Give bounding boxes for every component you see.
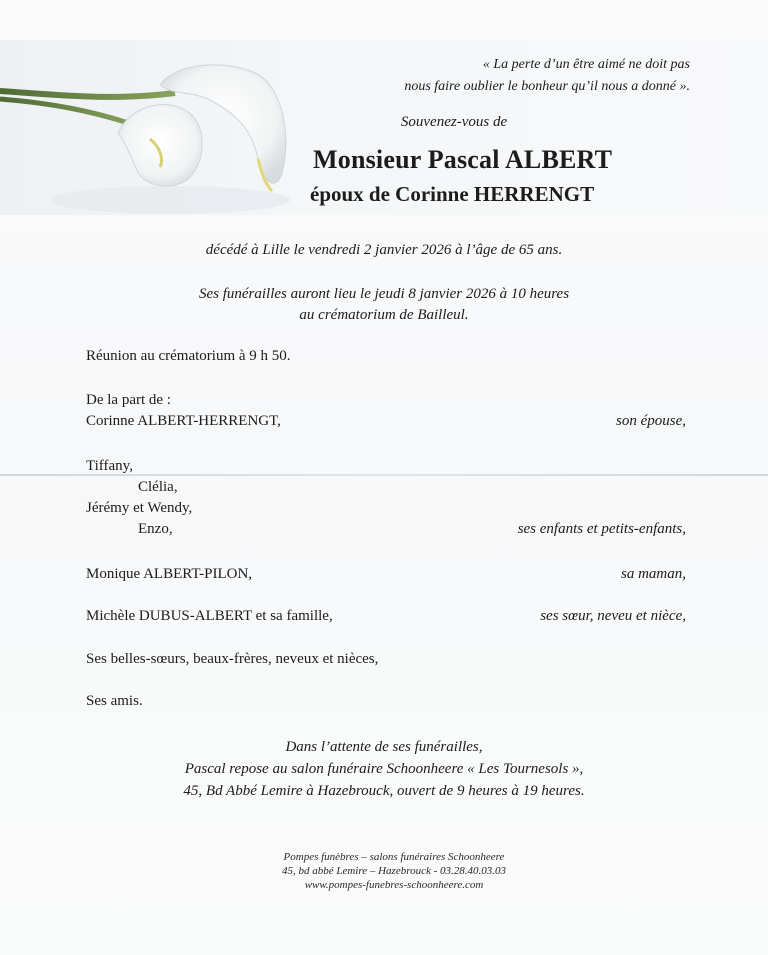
sister-name: Michèle DUBUS-ALBERT et sa famille, <box>86 608 333 624</box>
mother-relation: sa maman, <box>620 566 686 582</box>
intro-text: Souvenez-vous de <box>400 114 508 130</box>
funeral-info <box>0 284 768 326</box>
in-laws: Ses belles-sœurs, beaux-frères, neveux et nièces, <box>86 651 379 667</box>
child-jeremy-wendy: Jérémy et Wendy, <box>86 500 193 516</box>
deceased-spouse: époux de Corinne HERRENGT <box>310 182 595 206</box>
sister-relation: ses sœur, neveu et nièce, <box>540 608 686 624</box>
funeral-line-1: Ses funérailles auront lieu le jeudi 8 janvier 2026 à 10 heures <box>198 286 570 302</box>
deceased-name: Monsieur Pascal ALBERT <box>313 145 613 174</box>
mother-name: Monique ALBERT-PILON, <box>86 566 253 582</box>
child-tiffany: Tiffany, <box>86 458 133 474</box>
footer-line-2: 45, bd abbé Lemire – Hazebrouck - 03.28.40.03.03 <box>281 865 507 877</box>
friends: Ses amis. <box>86 693 143 709</box>
footer-line-1: Pompes funèbres – salons funéraires Schoonheere <box>283 851 505 863</box>
death-notice: décédé à Lille le vendredi 2 janvier 2026 à l’âge de 65 ans. <box>205 242 563 258</box>
meeting-info: Réunion au crématorium à 9 h 50. <box>86 348 291 364</box>
quote-line-1: « La perte d’un être aimé ne doit pas <box>482 57 690 72</box>
rest-info <box>0 736 768 802</box>
grandchild-clelia: Clélia, <box>138 479 178 495</box>
rest-line-2: Pascal repose au salon funéraire Schoonheere « Les Tournesols », <box>184 761 584 777</box>
rest-line-1: Dans l’attente de ses funérailles, <box>285 739 483 755</box>
footer-website: www.pompes-funebres-schoonheere.com <box>304 879 484 891</box>
spouse-relation: son épouse, <box>616 413 686 429</box>
quote <box>330 54 690 98</box>
spouse-name: Corinne ALBERT-HERRENGT, <box>86 413 281 429</box>
from-label: De la part de : <box>86 392 171 408</box>
quote-line-2: nous faire oublier le bonheur qu’il nous a donné ». <box>404 79 690 94</box>
rest-line-3: 45, Bd Abbé Lemire à Hazebrouck, ouvert de 9 heures à 19 heures. <box>183 783 585 799</box>
grandchild-enzo: Enzo, <box>138 521 173 537</box>
funeral-line-2: au crématorium de Bailleul. <box>299 307 469 323</box>
children-relation: ses enfants et petits-enfants, <box>517 521 686 537</box>
calla-lily-image <box>0 55 300 215</box>
funeral-home-footer <box>0 850 768 892</box>
